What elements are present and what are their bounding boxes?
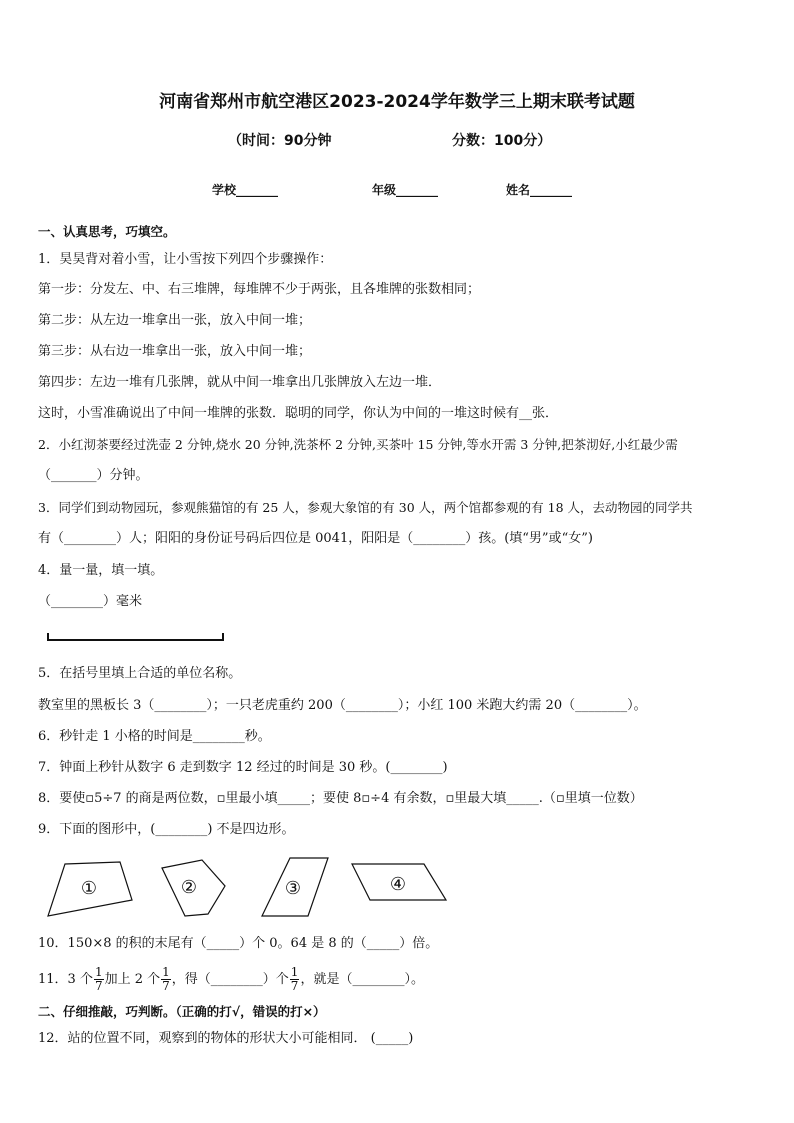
q5-line2: 教室里的黑板长 3（________）；一只老虎重约 200（________）；小红 100 米跑大约需 20（________）。	[38, 698, 647, 713]
shape-3-label: ③	[284, 878, 302, 899]
section-2-heading: 二、仔细推敲，巧判断。（正确的打√，错误的打×）	[38, 1004, 326, 1019]
fraction-numerator: 1	[94, 965, 103, 979]
q1-step3: 第三步：从右边一堆拿出一张，放入中间一堆；	[38, 344, 312, 359]
q1-step4: 第四步：左边一堆有几张牌，就从中间一堆拿出几张牌放入左边一堆．	[38, 375, 442, 390]
q9-shapes	[40, 850, 460, 922]
q4-line2: （________）毫米	[38, 594, 143, 609]
exam-score: 分数：100分）	[452, 133, 552, 149]
q11-part-a: 11．3 个	[38, 972, 93, 987]
q11-part-c: ，得（________）个	[171, 972, 289, 987]
fraction-one-seventh	[161, 966, 171, 993]
shape-1-label: ①	[80, 878, 98, 899]
q12: 12．站的位置不同，观察到的物体的形状大小可能相同． (_____)	[38, 1031, 414, 1046]
measure-line-segment	[47, 633, 224, 641]
q7: 7．钟面上秒针从数字 6 走到数字 12 经过的时间是 30 秒。(________)	[38, 760, 448, 775]
fraction-denominator: 7	[94, 979, 103, 993]
fraction-numerator: 1	[290, 965, 299, 979]
q2-line2: （_______）分钟。	[38, 468, 149, 483]
q3-line1: 3．同学们到动物园玩，参观熊猫馆的有 25 人，参观大象馆的有 30 人，两个馆都参观的有 18 人，去动物园的同学共	[38, 500, 693, 515]
q8: 8．要使▫5÷7 的商是两位数，▫里最小填_____；要使 8▫÷4 有余数，▫里最大填_____.（▫里填一位数）	[38, 791, 643, 806]
page-title: 河南省郑州市航空港区2023-2024学年数学三上期末联考试题	[159, 92, 635, 112]
school-field: 学校_______	[212, 183, 279, 197]
name-field: 姓名_______	[506, 183, 573, 197]
q11	[38, 965, 424, 995]
q1-step2: 第二步：从左边一堆拿出一张，放入中间一堆；	[38, 313, 312, 328]
fraction-denominator: 7	[290, 979, 299, 993]
q6: 6．秒针走 1 小格的时间是________秒。	[38, 729, 271, 744]
shape-2-label: ②	[180, 877, 198, 898]
fraction-one-seventh	[94, 966, 104, 993]
q11-part-d: ，就是（________）。	[300, 972, 424, 987]
q1-intro: 1．昊昊背对着小雪，让小雪按下列四个步骤操作：	[38, 252, 333, 267]
q10: 10．150×8 的积的末尾有（_____）个 0。64 是 8 的（_____）倍。	[38, 936, 439, 951]
fraction-numerator: 1	[162, 965, 170, 979]
q1-step1: 第一步：分发左、中、右三堆牌，每堆牌不少于两张，且各堆牌的张数相同；	[38, 282, 481, 297]
section-1-heading: 一、认真思考，巧填空。	[38, 224, 176, 239]
exam-time: （时间：90分钟	[228, 133, 332, 149]
q2-line1: 2．小红沏茶要经过洗壶 2 分钟,烧水 20 分钟,洗茶杯 2 分钟,买茶叶 15 分钟,等水开需 3 分钟,把茶沏好,小红最少需	[38, 437, 678, 452]
q11-part-b: 加上 2 个	[104, 972, 161, 987]
grade-field: 年级_______	[372, 183, 439, 197]
q5-line1: 5．在括号里填上合适的单位名称。	[38, 666, 242, 681]
fraction-one-seventh	[290, 966, 300, 993]
q1-question: 这时，小雪准确说出了中间一堆牌的张数．聪明的同学，你认为中间的一堆这时候有__张．	[38, 406, 559, 421]
q4-line1: 4．量一量，填一填。	[38, 563, 164, 578]
q3-line2: 有（________）人；阳阳的身份证号码后四位是 0041，阳阳是（________）孩。(填“男”或“女”)	[38, 531, 593, 546]
fraction-denominator: 7	[162, 979, 170, 993]
shape-4-label: ④	[389, 874, 407, 895]
q9: 9．下面的图形中，(________) 不是四边形。	[38, 822, 295, 837]
